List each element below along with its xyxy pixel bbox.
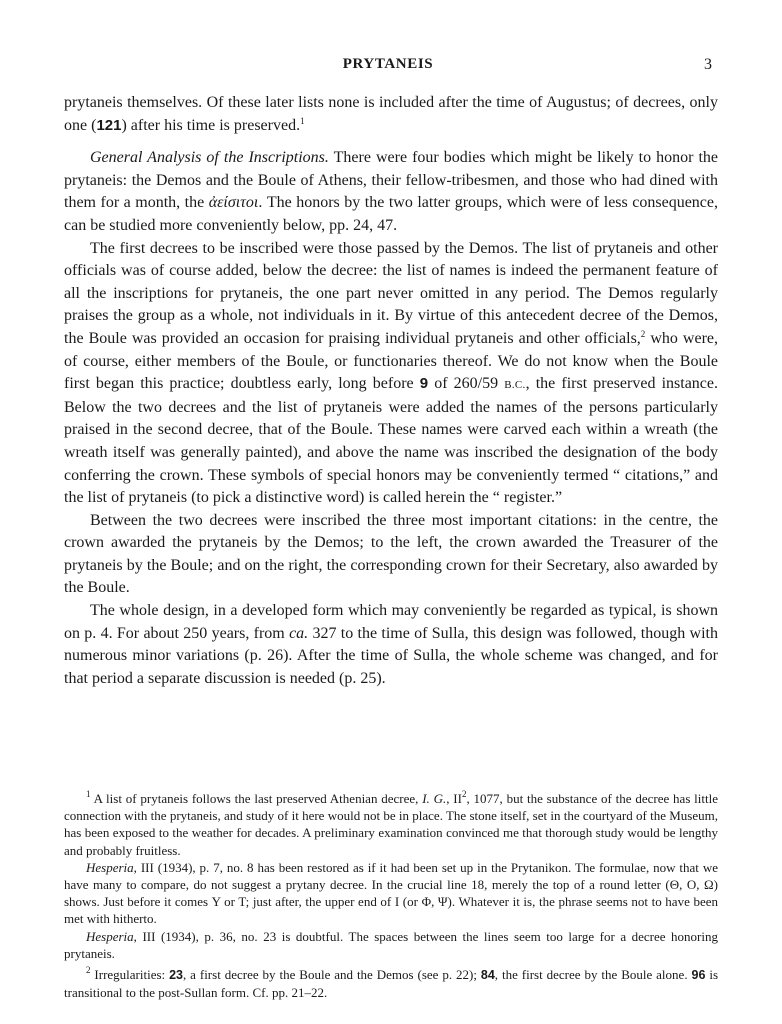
text-run: prytaneis themselves. Of these later lists none is included after the time of Augustus; of decrees, only one ( <box>64 94 718 134</box>
running-title: PRYTANEIS <box>342 56 434 72</box>
text-run: , III (1934), p. 36, no. 23 is doubtful. The spaces between the lines seem too large for a decree honoring prytaneis. <box>64 928 718 961</box>
page-number: 3 <box>704 56 712 73</box>
text-run: is transitional to the post-Sullan form. Cf. pp. 21–22. <box>64 967 718 1001</box>
footnote-mark: 1 <box>86 789 91 799</box>
footnote-1-hesperia-a <box>64 859 718 928</box>
text-run: There were four bodies which might be likely to honor the prytaneis: the Demos and the Boule of Athens, their fellow-tribesmen, and those who had dined with them for a month, the <box>64 149 719 212</box>
citation-ig: I. G. <box>422 791 447 806</box>
footnote-1-hesperia-b <box>64 928 718 962</box>
text-run: of 260/59 <box>428 375 505 393</box>
inscription-ref: 121 <box>96 116 122 134</box>
text-run: , the first decree by the Boule alone. <box>494 967 692 983</box>
section-heading: General Analysis of the Inscriptions. <box>90 149 329 167</box>
inscription-ref: 84 <box>480 968 495 983</box>
circa-abbrev: ca. <box>289 624 309 642</box>
journal-name: Hesperia <box>86 928 134 944</box>
text-run: ) after his time is preserved. <box>121 116 301 134</box>
text-run: , a first decree by the Boule and the Demos (see p. 22); <box>183 967 481 983</box>
era-abbrev: B.C. <box>504 379 526 392</box>
paragraph-first-decrees <box>64 238 718 510</box>
paragraph-continuation <box>64 92 718 137</box>
footnotes <box>64 790 718 1001</box>
running-head <box>64 56 712 80</box>
paragraph-whole-design <box>64 600 718 690</box>
paragraph-general-analysis <box>64 147 718 237</box>
text-run: 327 to the time of Sulla, this design was followed, though with numerous minor variations (p. 26). After the time of Sulla, the whole scheme was changed, and for that period a separate discussion is needed (p. 25). <box>64 624 718 687</box>
text-run: , 1077, but the substance of the decree has little connection with the prytaneis, and study of it here would not be in place. The stone itself, set in the courtyard of the Museum, has been exposed to the weather for decades. A preliminary examination convinced me that thorough study would be lengthy and probably fruitless. <box>64 791 719 858</box>
footnote-mark: 2 <box>86 965 91 976</box>
body-text <box>64 92 718 690</box>
text-run: The first decrees to be inscribed were those passed by the Demos. The list of prytaneis and other officials was of course added, below the decree: the list of names is indeed the permanent feature of all the inscriptions for prytaneis, the one part never omitted in any period. The Demos regularly praises the group as a whole, not individuals in it. By virtue of this antecedent decree of the Demos, the Boule was provided an occasion for praising individual prytaneis and other officials, <box>64 239 718 347</box>
text-run: , II <box>446 791 462 806</box>
text-run: who were, of course, either members of the Boule, or functionaries thereof. We do not know when the Boule first began this practice; doubtless early, long before <box>64 329 718 393</box>
journal-name: Hesperia <box>86 859 134 875</box>
text-run: , III (1934), p. 7, no. 8 has been restored as if it had been set up in the Prytanikon. The formulae, now that we have many to compare, do not suggest a prytany decree. In the crucial line 18, merely the top of a round letter (Θ, O, Ω) shows. Just before it comes Υ or T; just after, the upper end of I (or Φ, Ψ). Whatever it is, the phrase seems not to have been met with hitherto. <box>64 859 718 927</box>
greek-term: ἀείσιτοι <box>208 194 259 212</box>
paragraph-citations: Between the two decrees were inscribed the three most important citations: in the centre, the crown awarded the prytaneis by the Demos; to the left, the crown awarded the Treasurer of the prytaneis by the Boule; and on the right, the corresponding crown for their Secretary, also awarded by the Boule. <box>64 511 718 597</box>
text-run: Irregularities: <box>90 967 170 983</box>
text-run: The whole design, in a developed form which may conveniently be regarded as typical, is shown on p. 4. For about 250 years, from <box>64 602 718 642</box>
superscript: 2 <box>461 789 467 799</box>
inscription-ref: 23 <box>169 968 183 983</box>
inscription-ref: 9 <box>419 375 429 393</box>
inscription-ref: 96 <box>691 968 706 983</box>
text-run: , the first preserved instance. Below the two decrees and the list of prytaneis were added the names of the persons particularly praised in the second decree, that of the Boule. These names were carved each within a wreath (the wreath itself was generally painted), and above the name was inscribed the designation of the body conferring the crown. These symbols of special honors may be conveniently termed “ citations,” and the list of prytaneis (to pick a distinctive word) is called herein the “ register.” <box>64 375 718 507</box>
footnote-marker: 2 <box>640 328 646 339</box>
footnote-marker: 1 <box>300 115 305 126</box>
footnote-2 <box>64 966 718 1001</box>
text-run: . The honors by the two latter groups, which were of less consequence, can be studied more conveniently below, pp. 24, 47. <box>64 194 718 234</box>
text-run: A list of prytaneis follows the last preserved Athenian decree, <box>90 791 423 806</box>
footnote-1 <box>64 790 718 859</box>
